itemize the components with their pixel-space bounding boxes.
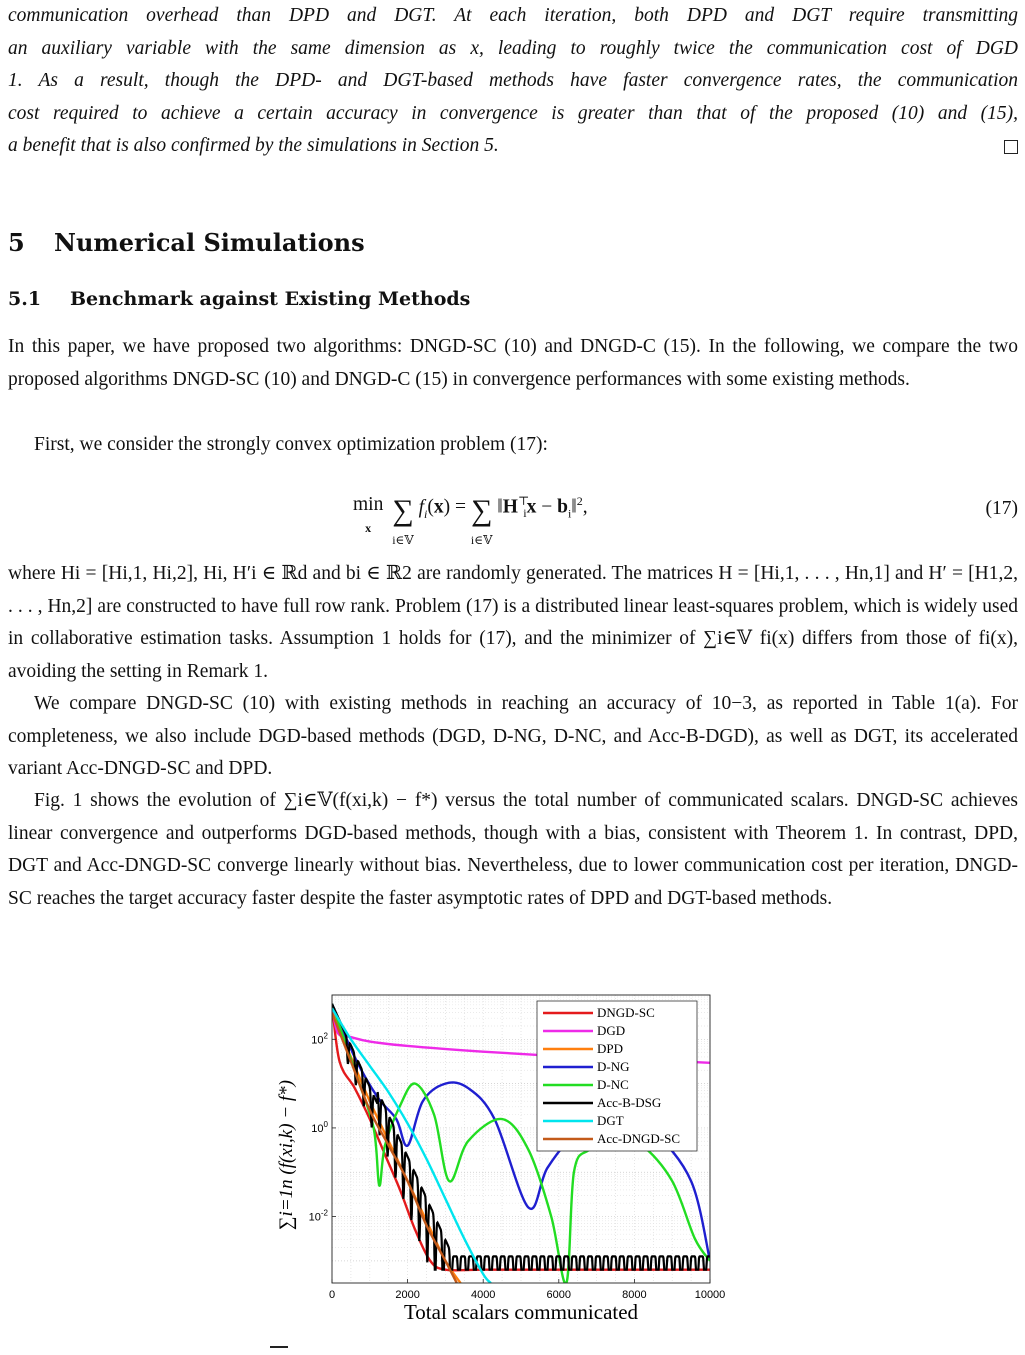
legend-label: DPD [597,1041,624,1056]
caption-fragment [270,1346,288,1348]
legend-label: Acc-DNGD-SC [597,1131,681,1146]
equation-number: (17) [985,498,1018,519]
equation-17 [8,486,1018,546]
figure-1 [262,985,732,1334]
qed-box-icon [1004,140,1018,154]
top-paragraph-line1: communication overhead than DPD and DGT. At each iteration, both DPD and DGT require transmitting [8,5,1018,26]
top-paragraph-line2: an auxiliary variable with the same dimension as x, leading to roughly twice the communication cost of DGD [8,37,1018,59]
y-tick-label: $10^0$ [311,1119,328,1135]
paragraph-5: Fig. 1 shows the evolution of ∑i∈𝕍(f(xi,k) − f*) versus the total number of communicated scalars. DNGD-SC achieves linear convergence and outperforms DGD-based methods, though with a bias, consistent with Theorem 1. In contrast, DPD, DGT and Acc-DNGD-SC converge linearly without bias. Nevertheless, due to lower communication cost per iteration, DNGD-SC reaches the target accuracy faster despite the faster asymptotic rates of DPD and DGT-based methods. [8,790,1018,909]
y-tick-label: $10^2$ [311,1031,328,1047]
section-number: 5 [8,228,25,257]
chart-y-label: ∑i=1n (f(xi,k) − f*) [276,1080,297,1230]
y-tick-label: $10^{-2}$ [308,1208,328,1224]
legend-label: DGT [597,1113,624,1128]
x-tick-label: 0 [328,1289,336,1301]
section-title: Numerical Simulations [54,228,365,257]
chart-legend [537,1001,697,1151]
equation-body: min x ∑ i∈𝕍 $f_i(x)$ = ∑ i∈𝕍 $‖H^⊤_ix$ − $b_i‖^2$, [353,494,588,547]
paragraph-4: We compare DNGD-SC (10) with existing methods in reaching an accuracy of 10−3, as reported in Table 1(a). For completeness, we also include DGD-based methods (DGD, D-NG, D-NC, and Acc-B-DGD), as well as DGT, its accelerated variant Acc-DNGD-SC and DPD. [8,693,1018,779]
chart-x-label: Total scalars communicated [403,1300,639,1324]
legend-label: D-NC [597,1077,629,1092]
top-paragraph [8,0,1018,163]
top-paragraph-line5-text: a benefit that is also confirmed by the simulations in Section 5. [8,135,499,156]
x-tick-label: 6000 [546,1289,572,1301]
subsection-title: Benchmark against Existing Methods [70,288,471,310]
x-tick-label: 8000 [622,1289,647,1301]
x-tick-label: 10000 [694,1289,726,1301]
section-heading [8,228,365,257]
paragraph-2: First, we consider the strongly convex optimization problem (17): [34,434,548,455]
top-paragraph-line5 [8,130,1018,163]
x-tick-label: 4000 [470,1289,496,1301]
x-tick-label: 2000 [395,1289,420,1301]
paragraph-3: where Hi = [Hi,1, Hi,2], Hi, H′i ∈ ℝd and bi ∈ ℝ2 are randomly generated. The matrices H = [Hi,1, . . . , Hn,1] and H′ = [H1,2, . . . , Hn,2] are constructed to have full row rank. Problem (17) is a distributed linear least-squares problem, which is widely used in collaborative estimation tasks. Assumption 1 holds for (17), and the minimizer of ∑i∈𝕍 fi(x) differs from those of fi(x), avoiding the setting in Remark 1. [8,563,1018,682]
legend-label: DGD [597,1023,626,1038]
convergence-chart [262,985,732,1330]
paragraph-1: In this paper, we have proposed two algorithms: DNGD-SC (10) and DNGD-C (15). In the following, we compare the two proposed algorithms DNGD-SC (10) and DNGD-C (15) in convergence performances with some existing methods. [8,336,1018,390]
legend-label: Acc-B-DSG [597,1095,662,1110]
legend-label: D-NG [597,1059,630,1074]
top-paragraph-line4: cost required to achieve a certain accuracy in convergence is greater than that of the proposed (10) and (15), [8,102,1018,124]
legend-label: DNGD-SC [597,1005,655,1020]
top-paragraph-line3: 1. As a result, though the DPD- and DGT-based methods have faster convergence rates, the communication [8,70,1018,91]
subsection-number: 5.1 [8,288,42,310]
subsection-heading [8,288,470,310]
